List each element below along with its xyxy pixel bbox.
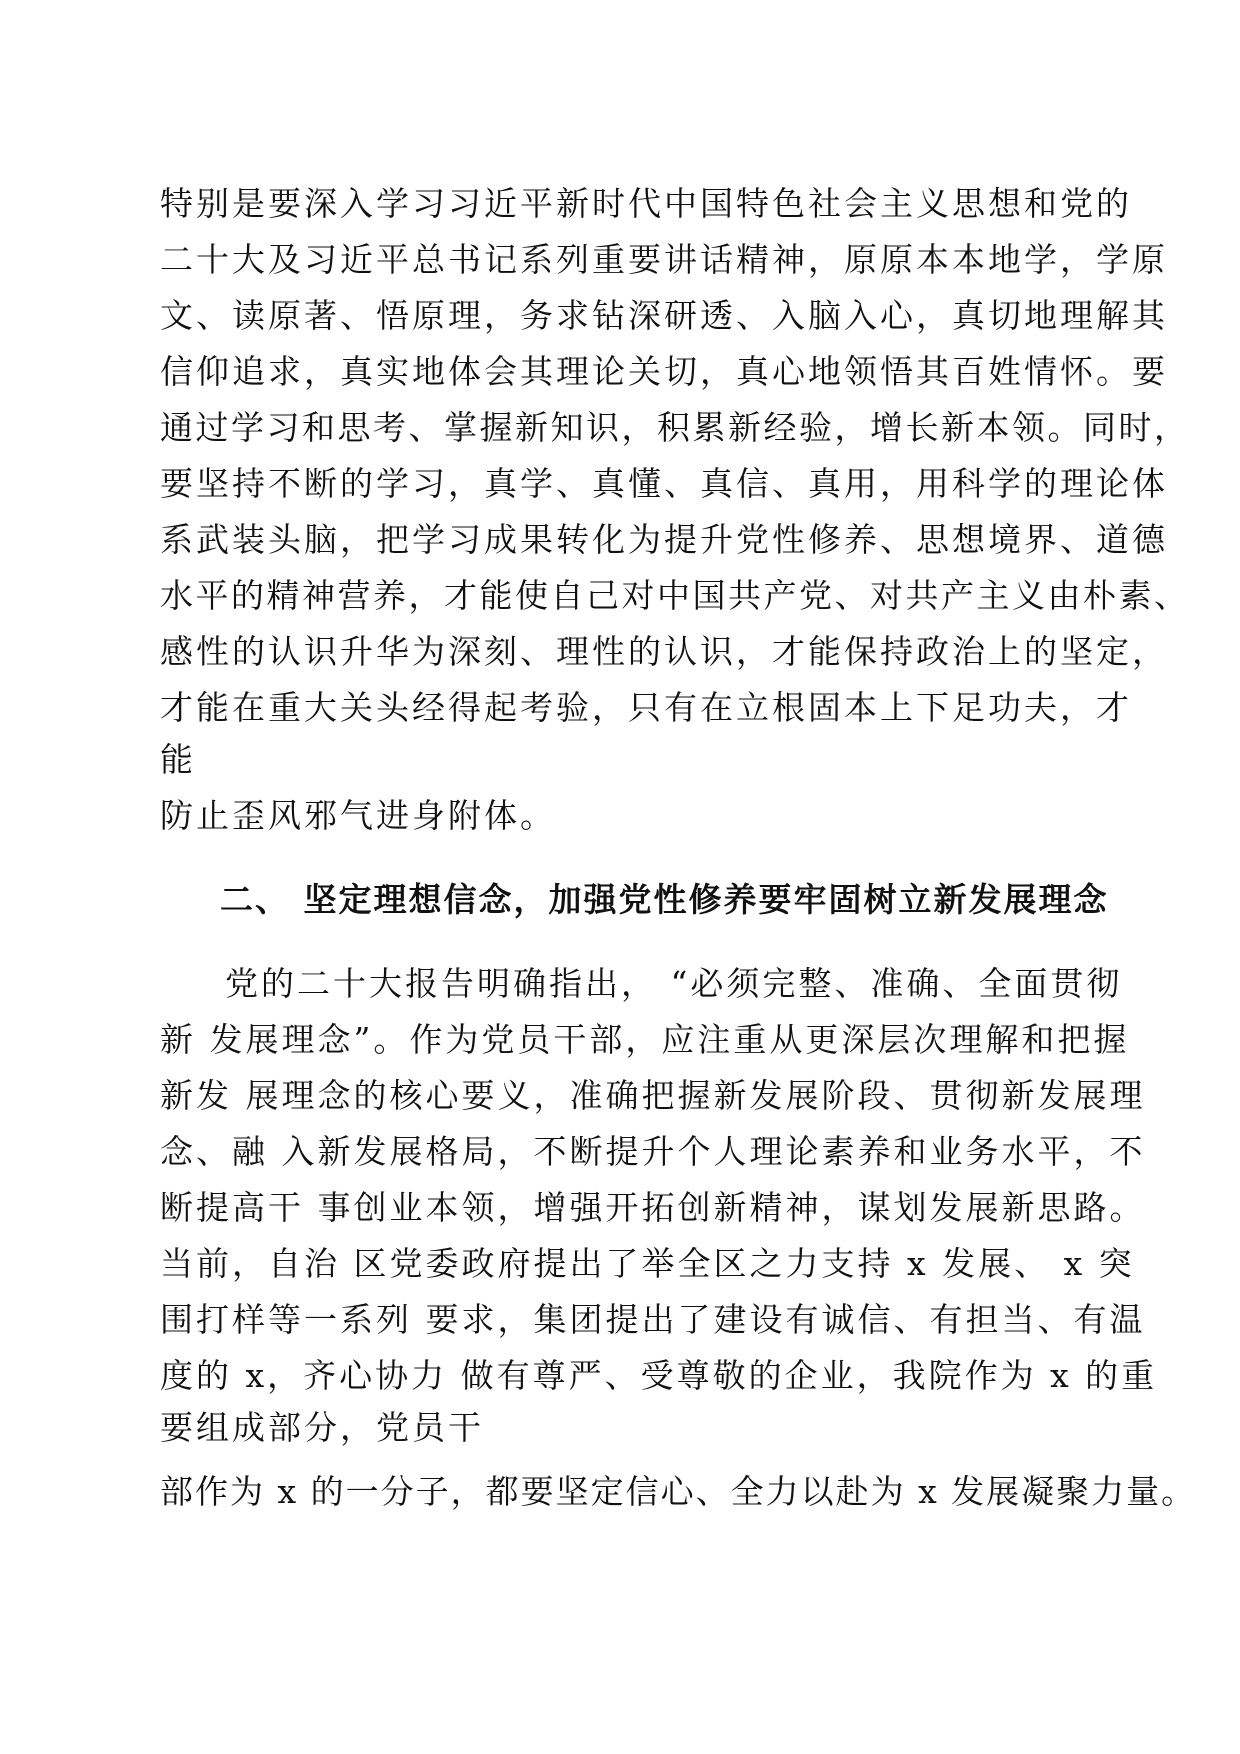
paragraph-line: 断提高干 事创业本领，增强开拓创新精神，谋划发展新思路。 (160, 1188, 1146, 1227)
paragraph-line: 二十大及习近平总书记系列重要讲话精神，原原本本地学，学原 (160, 240, 1168, 279)
paragraph-line: 部作为 x 的一分子，都要坚定信心、全力以赴为 x 发展凝聚力量。 (160, 1472, 1197, 1511)
paragraph-line: 新 发展理念”。作为党员干部，应注重从更深层次理解和把握 (160, 1020, 1130, 1059)
paragraph-line: 防止歪风邪气进身附体。 (160, 796, 556, 835)
paragraph-line: 才能在重大关头经得起考验，只有在立根固本上下足功夫，才 (160, 688, 1132, 727)
paragraph-line: 信仰追求，真实地体会其理论关切，真心地领悟其百姓情怀。要 (160, 352, 1168, 391)
paragraph-line: 文、读原著、悟原理，务求钻深研透、入脑入心，真切地理解其 (160, 296, 1168, 335)
section-heading: 二、 坚定理想信念，加强党性修养要牢固树立新发展理念 (220, 880, 1109, 919)
paragraph-line: 党的二十大报告明确指出， “必须完整、准确、全面贯彻 (225, 964, 1123, 1003)
paragraph-line: 要组成部分，党员干 (160, 1408, 484, 1447)
paragraph-line: 念、融 入新发展格局，不断提升个人理论素养和业务水平，不 (160, 1132, 1146, 1171)
paragraph-line: 通过学习和思考、掌握新知识，积累新经验，增长新本领。同时， (160, 408, 1190, 447)
paragraph-line: 当前，自治 区党委政府提出了举全区之力支持 x 发展、 x 突 (160, 1244, 1135, 1283)
paragraph-line: 系武装头脑，把学习成果转化为提升党性修养、思想境界、道德 (160, 520, 1168, 559)
paragraph-line: 度的 x，齐心协力 做有尊严、受尊敬的企业，我院作为 x 的重 (160, 1356, 1158, 1395)
paragraph-line: 特别是要深入学习习近平新时代中国特色社会主义思想和党的 (160, 184, 1132, 223)
paragraph-line: 围打样等一系列 要求，集团提出了建设有诚信、有担当、有温 (160, 1300, 1146, 1339)
paragraph-line: 水平的精神营养，才能使自己对中国共产党、对共产主义由朴素、 (160, 576, 1190, 615)
paragraph-line: 感性的认识升华为深刻、理性的认识，才能保持政治上的坚定， (160, 632, 1168, 671)
paragraph-line: 新发 展理念的核心要义，准确把握新发展阶段、贯彻新发展理 (160, 1076, 1146, 1115)
paragraph-line: 要坚持不断的学习，真学、真懂、真信、真用，用科学的理论体 (160, 464, 1168, 503)
paragraph-line: 能 (160, 740, 196, 779)
